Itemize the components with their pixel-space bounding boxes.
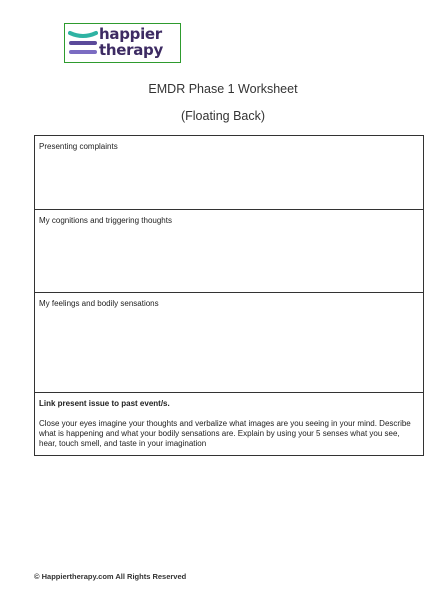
logo-wordmark [99,26,163,58]
logo-line-1: happier [99,25,162,43]
section-instructions: Close your eyes imagine your thoughts and verbalize what images are you seeing in your mind. Describe what is happening and what your bodily sensations are. Explain by using your 5 senses what you see, hear, touch smell, and taste in your imagination [39,419,411,448]
logo-line-2: therapy [99,41,163,59]
section-cognitions[interactable] [35,210,423,293]
page-subtitle: (Floating Back) [180,109,266,123]
section-label: Presenting complaints [39,142,118,151]
section-link-past-events [35,393,423,455]
page-title: EMDR Phase 1 Worksheet [148,82,298,96]
logo-stripes-icon [68,28,98,58]
section-feelings[interactable] [35,293,423,393]
copyright-footer: © Happiertherapy.com All Rights Reserved [34,572,187,581]
section-heading: Link present issue to past event/s. [39,399,170,408]
section-label: My cognitions and triggering thoughts [39,216,172,225]
section-label: My feelings and bodily sensations [39,299,159,308]
section-presenting-complaints[interactable] [35,136,423,210]
worksheet-table [34,135,424,456]
brand-logo [64,23,181,63]
